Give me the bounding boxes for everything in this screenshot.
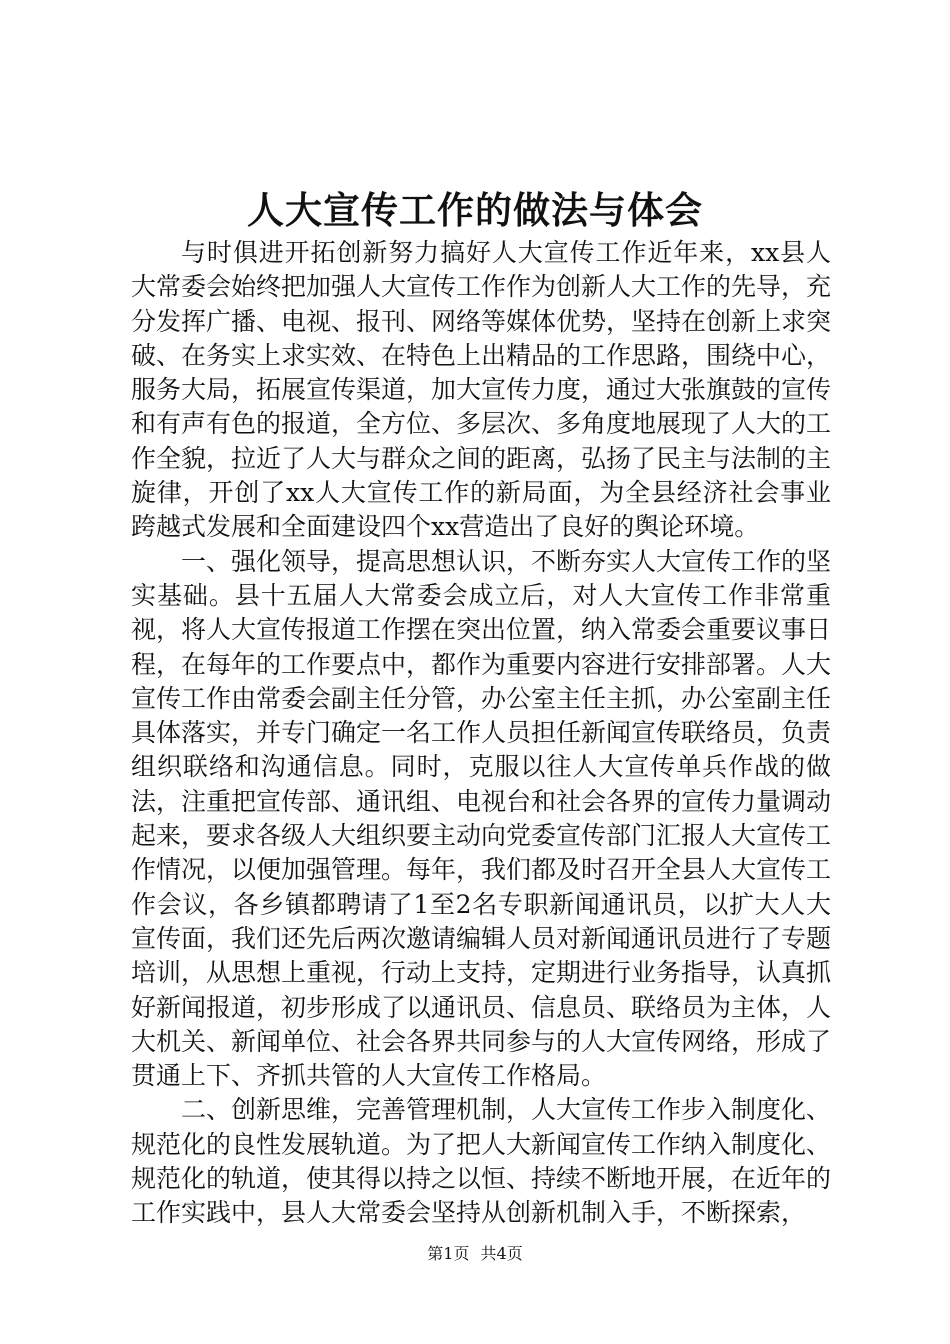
page-total: 共4页: [480, 1244, 523, 1263]
page-footer: [0, 1242, 950, 1266]
document-title: 人大宣传工作的做法与体会: [247, 188, 703, 232]
paragraph-section-one: 一、强化领导，提高思想认识，不断夯实人大宣传工作的坚实基础。县十五届人大常委会成立后，对人大宣传工作非常重视，将人大宣传报道工作摆在突出位置，纳入常委会重要议事日程，在每年的工作要点中，都作为重要内容进行安排部署。人大宣传工作由常委会副主任分管，办公室主任主抓，办公室副主任具体落实，并专门确定一名工作人员担任新闻宣传联络员，负责组织联络和沟通信息。同时，克服以往人大宣传单兵作战的做法，注重把宣传部、通讯组、电视台和社会各界的宣传力量调动起来，要求各级人大组织要主动向党委宣传部门汇报人大宣传工作情况，以便加强管理。每年，我们都及时召开全县人大宣传工作会议，各乡镇都聘请了1至2名专职新闻通讯员，以扩大人大宣传面，我们还先后两次邀请编辑人员对新闻通讯员进行了专题培训，从思想上重视，行动上支持，定期进行业务指导，认真抓好新闻报道，初步形成了以通讯员、信息员、联络员为主体，人大机关、新闻单位、社会各界共同参与的人大宣传网络，形成了贯通上下、齐抓共管的人大宣传工作格局。: [131, 546, 832, 1091]
document-body: [131, 236, 831, 1231]
paragraph-intro: 与时俱进开拓创新努力搞好人大宣传工作近年来，xx县人大常委会始终把加强人大宣传工作作为创新人大工作的先导，充分发挥广播、电视、报刊、网络等媒体优势，坚持在创新上求突破、在务实上求实效、在特色上出精品的工作思路，围绕中心，服务大局，拓展宣传渠道，加大宣传力度，通过大张旗鼓的宣传和有声有色的报道，全方位、多层次、多角度地展现了人大的工作全貌，拉近了人大与群众之间的距离，弘扬了民主与法制的主旋律，开创了xx人大宣传工作的新局面，为全县经济社会事业跨越式发展和全面建设四个xx营造出了良好的舆论环境。: [131, 238, 832, 542]
paragraph-section-two: 二、创新思维，完善管理机制，人大宣传工作步入制度化、规范化的良性发展轨道。为了把人大新闻宣传工作纳入制度化、规范化的轨道，使其得以持之以恒、持续不断地开展，在近年的工作实践中，县人大常委会坚持从创新机制入手，不断探索，: [131, 1095, 832, 1228]
page-number: 第1页: [427, 1244, 470, 1263]
